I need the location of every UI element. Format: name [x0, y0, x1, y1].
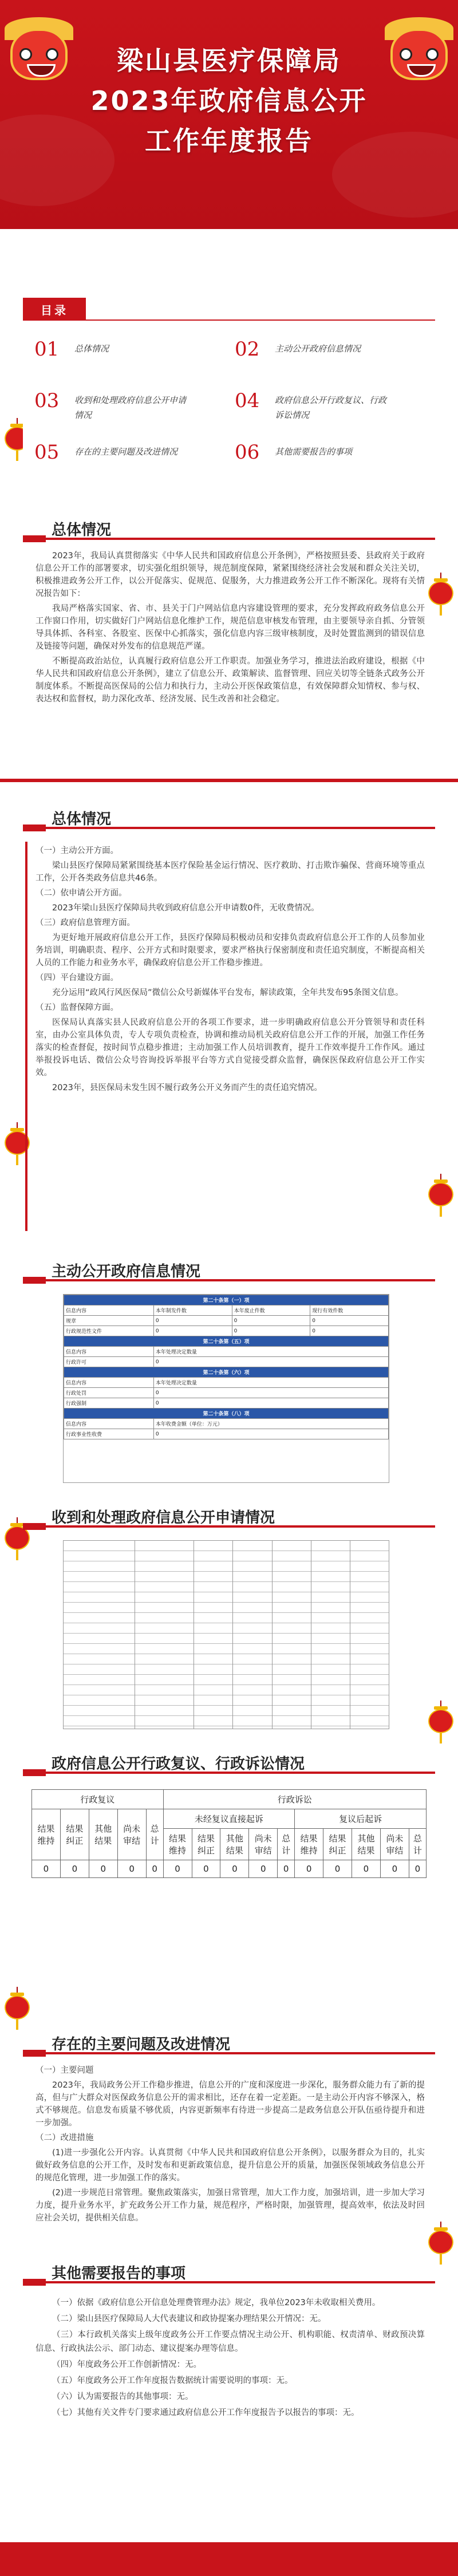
lantern-icon: [428, 573, 453, 616]
toc-item[interactable]: [235, 441, 424, 475]
section-heading-problems: [23, 2033, 435, 2056]
table-header: 结果维持: [295, 1829, 323, 1860]
paragraph: （二）梁山县医疗保障局人大代表建议和政协提案办理结果公开情况：无。: [52, 2314, 326, 2323]
paragraph: 医保局认真落实县人民政府信息公开的各项工作要求，进一步明确政府信息公开分管领导和责任科室，由办公室具体负责，专人专项负责检查，协调和推动局机关政府信息公开工作的开展，加强工作任务落实的检查督促，按时间节点稳步推进；主动加强工作人员培训教育，提升工作效率提升工作作风。通过举报投诉电话、微信公众号咨询投诉举报平台等方式自觉接受群众监督，确保医保政府信息公开工作实效。: [35, 1018, 425, 1078]
table-cell: 0: [192, 1860, 220, 1878]
paragraph: 梁山县医疗保障局紧紧围绕基本医疗保险基金运行情况、医疗救助、打击欺诈骗保、营商环境等重点工作，公开各类政务信息共46条。: [35, 861, 425, 883]
paragraph: 2023年梁山县医疗保障局共收到政府信息公开申请数0件，无收费情况。: [52, 904, 319, 913]
page-footer-band: [0, 2542, 458, 2576]
table-header: 其他结果: [89, 1809, 117, 1860]
table-group-header: 第二十条第（五）项: [64, 1336, 389, 1347]
table-col-header: 本年废止件数: [232, 1305, 310, 1316]
paragraph: 充分运用“政风行风医保局”微信公众号新媒体平台发布，解读政策，全年共发布95条图文信息。: [52, 988, 404, 997]
page-title-line2: 2023年政府信息公开: [90, 85, 368, 116]
table-header: 总计: [146, 1809, 163, 1860]
paragraph: 2023年，我局政务公开工作稳步推进，信息公开的广度和深度进一步深化，服务群众能力有了新的提高，但与广大群众对医保政务信息公开的需求相比，还存在着一定差距。一是主动公开内容不够深入，格式不够规范。信息发布质量不够优质，内容更新频率有待进一步提高二是政务信息公开队伍亟待提升和进一步加强。: [35, 2081, 425, 2128]
paragraph: （一）依据《政府信息公开信息处理费管理办法》规定，我单位2023年未收取相关费用。: [52, 2298, 381, 2307]
section-title: 存在的主要问题及改进情况: [52, 2036, 231, 2053]
lantern-icon: [428, 1701, 453, 1743]
section-heading-other: [23, 2262, 435, 2285]
table-cell: 0: [60, 1860, 89, 1878]
paragraph: （七）其他有关文件专门要求通过政府信息公开工作年度报告予以报告的事项：无。: [52, 2408, 360, 2417]
applications-table-image: [63, 1540, 389, 1729]
toc-number: 03: [34, 389, 60, 412]
table-header: 行政复议: [32, 1790, 164, 1809]
paragraph-heading: （四）平台建设方面。: [35, 973, 119, 983]
toc-number: 02: [235, 338, 260, 361]
table-col-header: 信息内容: [64, 1378, 154, 1388]
toc-label: 总体情况: [74, 344, 109, 354]
overview-detail-body: [35, 845, 425, 1096]
table-cell: 0: [153, 1398, 388, 1409]
toc-label: 主动公开政府信息情况: [275, 344, 361, 354]
paragraph: 不断提高政治站位，认真履行政府信息公开工作职责。加强业务学习，推进法治政府建设，根据《中华人民共和国政府信息公开条例》，建立了信息公开、政策解读、监督管理、回应关切等全链条式政务公开制度体系。不断提高医保局的公信力和执行力，主动公开医保政策信息，有效保障群众知情权、参与权、表达权和监督权，助力深化改革、经济发展、民生改善和社会稳定。: [35, 657, 425, 704]
other-body: [35, 2296, 425, 2422]
paragraph: 为更好地开展政府信息公开工作，县医疗保障局积极动员和安排负责政府信息公开工作的人员参加业务培训，明确职责、程序、公开方式和时限要求，要求严格执行保密制度和责任追究制度，不断提高相关人员的工作能力和业务水平，确保政府信息公开工作稳步推进。: [35, 933, 425, 968]
page-title-line3: 工作年度报告: [145, 125, 313, 156]
table-col-header: 本年制发件数: [153, 1305, 232, 1316]
toc-item[interactable]: [34, 338, 223, 372]
table-col-header: 信息内容: [64, 1305, 154, 1316]
table-header: 结果维持: [32, 1809, 61, 1860]
table-header: 尚未审结: [249, 1829, 278, 1860]
paragraph: (2)进一步规范日常管理。聚焦政策落实，加强日常管理，加大工作力度，加强培训，进一步加大学习力度，提升业务水平，扩充政务公开工作力量，规范程序，严格时限，加强管理，提高效率，依法及时回应社会关切，提供相关信息。: [35, 2188, 425, 2223]
paragraph: （四）年度政务公开工作创新情况：无。: [52, 2360, 202, 2369]
table-cell: 0: [249, 1860, 278, 1878]
table-cell: 0: [295, 1860, 323, 1878]
paragraph: (1)进一步强化公开内容。认真贯彻《中华人民共和国政府信息公开条例》，以服务群众为目的，扎实做好政务信息的公开工作，及时发布和更新政策信息，提升信息公开的质量，加强医保领域政务信息公开的规范化管理，进一步加强工作的落实。: [35, 2148, 425, 2183]
section-title: 总体情况: [52, 811, 112, 828]
table-cell: 行政事业性收费: [64, 1429, 154, 1439]
paragraph: 2023年，我局认真贯彻落实《中华人民共和国政府信息公开条例》，严格按照县委、县政府关于政府信息公开工作的部署要求，切实强化组织领导，规范制度保障，紧紧围绕经济社会发展和群众关注关切，积极推进政务公开工作，以公开促落实、促规范、促服务，大力推进政务公开工作不断深化。现将有关情况报告如下：: [35, 551, 425, 598]
paragraph-heading: （二）改进措施: [35, 2133, 94, 2143]
table-group-header: 第二十条第（六）项: [64, 1367, 389, 1378]
table-cell: 0: [153, 1429, 388, 1439]
section-title: 主动公开政府信息情况: [52, 1263, 201, 1280]
decor-bar: [25, 842, 27, 1231]
toc-item[interactable]: [235, 389, 424, 424]
active-disclosure-table: [63, 1294, 389, 1483]
lantern-icon: [5, 1987, 30, 2030]
paragraph-heading: （二）依申请公开方面。: [35, 889, 127, 898]
table-cell: 0: [89, 1860, 117, 1878]
section-heading-active: [23, 1260, 435, 1283]
paragraph: （三）本行政机关落实上级年度政务公开工作要点情况主动公开、机构职能、权责清单、财政预决算信息、行政执法公示、部门动态、建议提案办理等信息。: [35, 2330, 425, 2353]
table-cell: 行政许可: [64, 1357, 154, 1367]
table-cell: 0: [153, 1388, 388, 1398]
table-cell: 0: [220, 1860, 249, 1878]
table-cell: 0: [146, 1860, 163, 1878]
table-header: 结果纠正: [60, 1809, 89, 1860]
table-cell: 0: [117, 1860, 146, 1878]
table-header: 结果纠正: [323, 1829, 352, 1860]
table-cell: 0: [163, 1860, 192, 1878]
table-cell: 行政规范性文件: [64, 1326, 154, 1336]
problems-body: [35, 2064, 425, 2227]
overview-body: [35, 550, 425, 708]
paragraph-heading: （五）监督保障方面。: [35, 1003, 119, 1012]
section-title: 其他需要报告的事项: [52, 2265, 186, 2282]
table-cell: 行政处罚: [64, 1388, 154, 1398]
paragraph: 我局严格落实国家、省、市、县关于门户网站信息内容建设管理的要求，充分发挥政府政务信息公开工作窗口作用，切实做好门户网站信息化维护工作，规范信息审核发布管理，由主要领导亲自抓、分管领导具体抓、各科室、各股室、医保中心抓落实，强化信息内容三级审核制度，及时处置监测到的错误信息及链接等问题，确保对外发布的信息规范严谨。: [35, 604, 425, 651]
table-group-header: 第二十条第（八）项: [64, 1409, 389, 1419]
lantern-icon: [428, 2222, 453, 2265]
toc-number: 04: [235, 389, 260, 412]
table-cell: 0: [232, 1316, 310, 1326]
toc-label: 政府信息公开行政复议、行政诉讼情况: [275, 395, 387, 420]
section-title: 总体情况: [52, 522, 112, 539]
table-cell: 0: [409, 1860, 426, 1878]
table-cell: 行政强制: [64, 1398, 154, 1409]
paragraph: （五）年度政务公开工作年度报告数据统计需要说明的事项：无。: [52, 2376, 293, 2385]
toc-tab: 目录: [23, 298, 86, 321]
table-col-header: 本年处理决定数量: [153, 1378, 388, 1388]
table-of-contents: [23, 298, 435, 504]
toc-number: 06: [235, 441, 260, 464]
table-cell: 0: [380, 1860, 409, 1878]
toc-item[interactable]: [34, 389, 223, 424]
toc-number: 01: [34, 338, 60, 361]
section-heading-review: [23, 1752, 435, 1775]
table-cell: 0: [310, 1326, 389, 1336]
table-header: 总计: [409, 1829, 426, 1860]
review-litigation-table: [31, 1789, 427, 1878]
table-cell: 0: [278, 1860, 295, 1878]
toc-label: 存在的主要问题及改进情况: [74, 447, 178, 457]
table-cell: 规章: [64, 1316, 154, 1326]
table-col-header: 本年收费金额（单位：万元）: [153, 1419, 388, 1429]
paragraph: （六）认为需要报告的其他事项：无。: [52, 2392, 194, 2401]
section-divider: [0, 779, 458, 782]
toc-label: 收到和处理政府信息公开申请情况: [74, 395, 187, 420]
table-cell: 0: [310, 1316, 389, 1326]
page-header: [0, 0, 458, 229]
table-cell: 0: [232, 1326, 310, 1336]
paragraph: 2023年，县医保局未发生因不履行政务公开义务而产生的责任追究情况。: [52, 1083, 322, 1092]
toc-divider: [86, 319, 435, 321]
table-header: 其他结果: [220, 1829, 249, 1860]
table-cell: 0: [352, 1860, 381, 1878]
table-header: 尚未审结: [117, 1809, 146, 1860]
table-group-header: 第二十条第（一）项: [64, 1295, 389, 1305]
table-header: 结果维持: [163, 1829, 192, 1860]
table-cell: 0: [323, 1860, 352, 1878]
section-heading-overview: [23, 518, 435, 541]
paragraph-heading: （一）主要问题: [35, 2066, 94, 2075]
toc-number: 05: [34, 441, 60, 464]
table-cell: 0: [32, 1860, 61, 1878]
lantern-icon: [428, 1174, 453, 1217]
table-header: 其他结果: [352, 1829, 381, 1860]
toc-item[interactable]: [235, 338, 424, 372]
table-col-header: 信息内容: [64, 1347, 154, 1357]
section-title: 政府信息公开行政复议、行政诉讼情况: [52, 1756, 305, 1773]
table-header: 总计: [278, 1829, 295, 1860]
section-heading-applications: [23, 1506, 435, 1529]
table-col-header: 信息内容: [64, 1419, 154, 1429]
table-cell: 0: [153, 1357, 388, 1367]
table-col-header: 现行有效件数: [310, 1305, 389, 1316]
table-col-header: 本年处理决定数量: [153, 1347, 388, 1357]
table-cell: 0: [153, 1316, 232, 1326]
page-title-line1: 梁山县医疗保障局: [117, 45, 341, 76]
table-header: 行政诉讼: [163, 1790, 426, 1809]
toc-item[interactable]: [34, 441, 223, 475]
table-header: 结果纠正: [192, 1829, 220, 1860]
table-cell: 0: [153, 1326, 232, 1336]
section-heading-overview-detail: [23, 807, 435, 830]
table-header: 复议后起诉: [295, 1809, 427, 1829]
table-header: 未经复议直接起诉: [163, 1809, 295, 1829]
paragraph-heading: （一）主动公开方面。: [35, 846, 119, 855]
section-title: 收到和处理政府信息公开申请情况: [52, 1509, 275, 1526]
table-header: 尚未审结: [380, 1829, 409, 1860]
toc-label: 其他需要报告的事项: [275, 447, 353, 457]
paragraph-heading: （三）政府信息管理方面。: [35, 918, 135, 928]
